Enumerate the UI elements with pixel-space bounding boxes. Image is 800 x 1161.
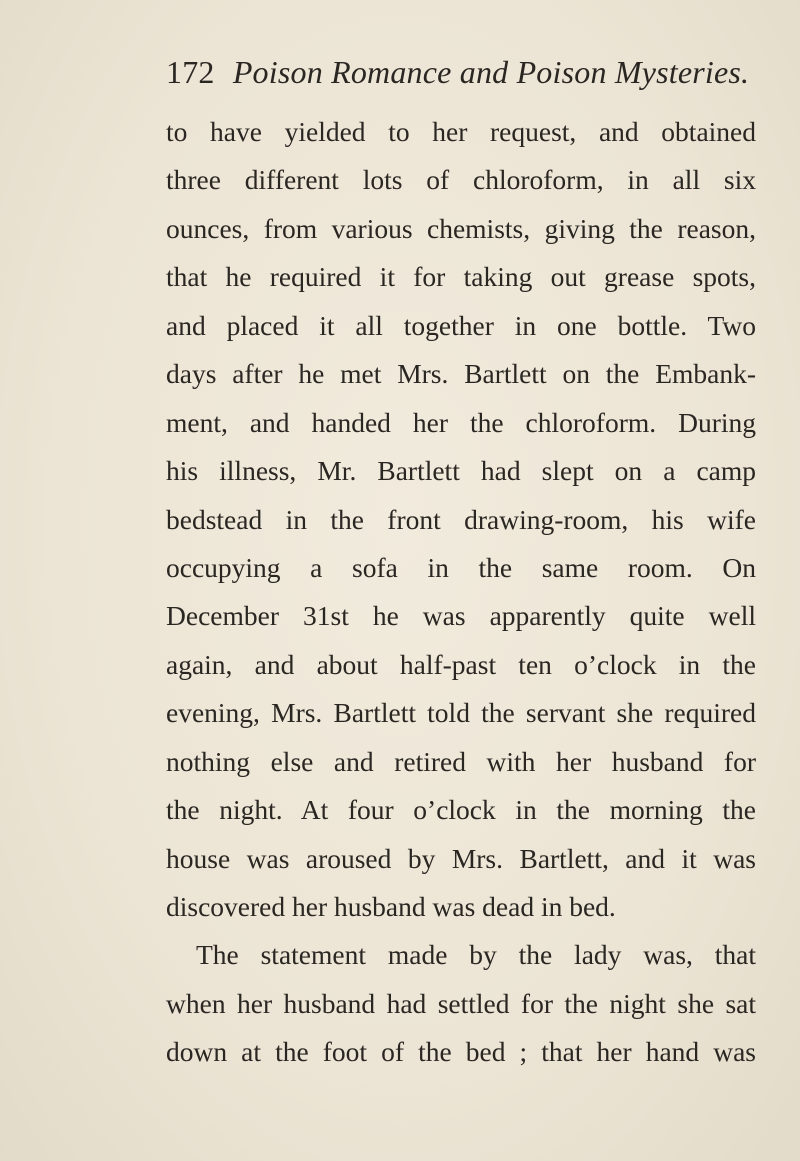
text-line: the night. At four o’clock in the morning the <box>166 794 756 826</box>
text-line: again, and about half-past ten o’clock in the <box>166 648 756 680</box>
text-line: ment, and handed her the chloroform. During <box>166 406 756 438</box>
text-line: down at the foot of the bed ; that her hand was <box>166 1036 756 1068</box>
text-line: and placed it all together in one bottle. Two <box>166 309 756 341</box>
text-line: bedstead in the front drawing-room, his wife <box>166 503 756 535</box>
text-line: ounces, from various chemists, giving the reason, <box>166 212 756 244</box>
text-line: evening, Mrs. Bartlett told the servant she required <box>166 697 756 729</box>
text-line: his illness, Mr. Bartlett had slept on a camp <box>166 455 756 487</box>
text-line: days after he met Mrs. Bartlett on the Embank- <box>166 358 756 390</box>
text-line: nothing else and retired with her husband for <box>166 745 756 777</box>
text-line: December 31st he was apparently quite well <box>166 600 756 632</box>
paragraph-start-line: The statement made by the lady was, that <box>196 939 756 971</box>
paragraph-end-line: discovered her husband was dead in bed. <box>166 891 616 922</box>
text-line: occupying a sofa in the same room. On <box>166 551 756 583</box>
running-header <box>166 54 749 91</box>
running-title: Poison Romance and Poison Mysteries. <box>232 54 750 90</box>
text-line: three different lots of chloroform, in all six <box>166 164 756 196</box>
text-line: house was aroused by Mrs. Bartlett, and it was <box>166 842 756 874</box>
text-line: when her husband had settled for the night she sat <box>166 987 756 1019</box>
text-line: to have yielded to her request, and obtained <box>166 116 756 147</box>
body-text <box>166 108 756 1077</box>
text-line: that he required it for taking out grease spots, <box>166 261 756 293</box>
page-number: 172 <box>166 54 215 90</box>
